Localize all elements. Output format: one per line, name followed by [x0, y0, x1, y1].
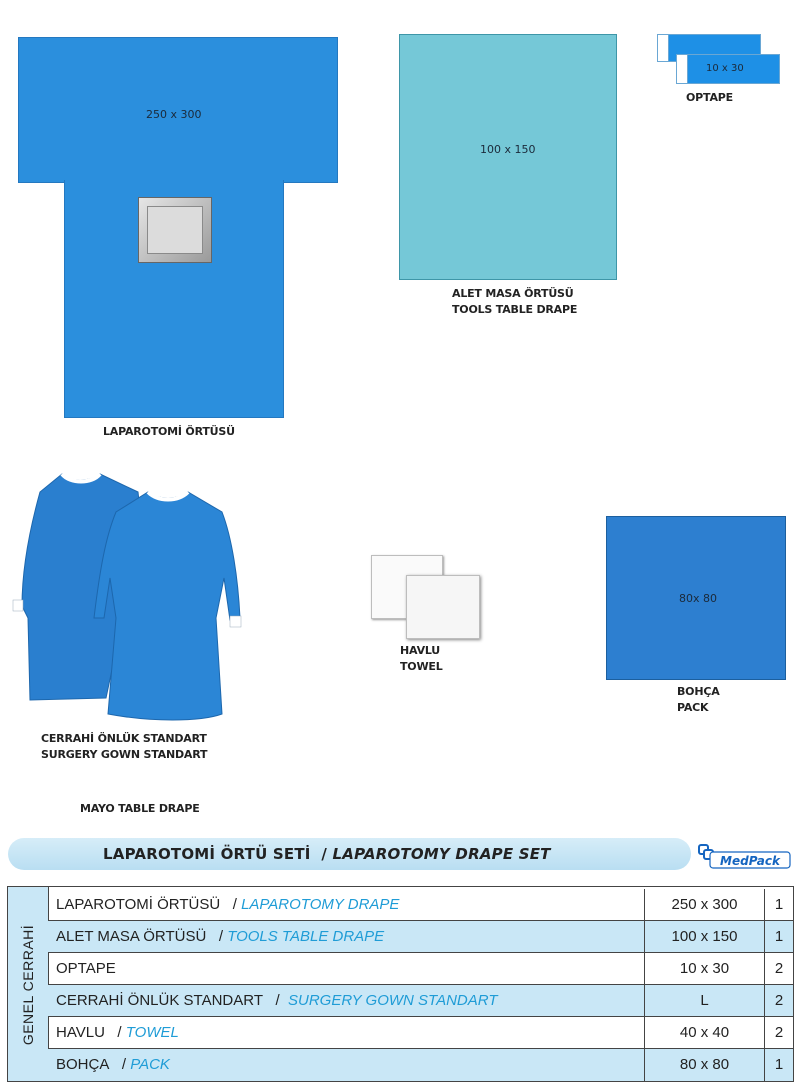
set-title-en: LAPAROTOMY DRAPE SET: [332, 845, 551, 863]
tools-dim-label: 100 x 150: [480, 143, 536, 156]
item-name-en: TOWEL: [125, 1024, 179, 1041]
item-name-tr: OPTAPE: [56, 960, 116, 977]
table-row: [48, 953, 793, 985]
set-title-sep: /: [321, 845, 328, 863]
set-title-bar: [8, 838, 691, 870]
table-row: [48, 1017, 793, 1049]
set-title-tr: LAPAROTOMİ ÖRTÜ SETİ: [103, 845, 311, 863]
mayo-label: MAYO TABLE DRAPE: [80, 802, 200, 815]
item-size: 250 x 300: [644, 889, 764, 920]
optape-dim-label: 10 x 30: [706, 63, 744, 74]
surgery-gown-illustration: [10, 468, 246, 724]
item-sep: /: [275, 992, 280, 1009]
table-row: [48, 1049, 793, 1081]
item-sep: /: [121, 1056, 127, 1073]
item-name-en: TOOLS TABLE DRAPE: [227, 928, 385, 945]
tools-table-drape-illustration: [399, 34, 617, 280]
gown-label-tr: CERRAHİ ÖNLÜK STANDART: [41, 732, 207, 745]
item-qty: 1: [764, 1049, 793, 1081]
gown-label-en: SURGERY GOWN STANDART: [41, 748, 208, 761]
towel-label-en: TOWEL: [400, 660, 443, 673]
category-column: [8, 887, 49, 1081]
table-row: [48, 921, 793, 953]
medpack-logo: [698, 843, 792, 869]
set-contents-table: [7, 886, 794, 1082]
table-row: [48, 985, 793, 1017]
item-size: 40 x 40: [644, 1017, 764, 1048]
item-size: 10 x 30: [644, 953, 764, 984]
tools-label-en: TOOLS TABLE DRAPE: [452, 303, 578, 316]
towel-label-tr: HAVLU: [400, 644, 441, 657]
laparotomy-dim-label: 250 x 300: [146, 108, 202, 121]
pack-label-tr: BOHÇA: [677, 685, 720, 698]
item-sep: /: [117, 1024, 122, 1041]
laparotomy-label: LAPAROTOMİ ÖRTÜSÜ: [103, 425, 235, 438]
item-qty: 1: [764, 921, 793, 952]
towel-illustration-front: [406, 575, 480, 639]
item-name-tr: HAVLU: [56, 1024, 105, 1041]
set-title: [103, 845, 551, 863]
item-name-en: SURGERY GOWN STANDART: [288, 992, 498, 1009]
item-name-en: PACK: [130, 1056, 170, 1073]
category-label: GENEL CERRAHİ: [20, 924, 36, 1046]
item-qty: 1: [764, 889, 793, 920]
item-sep: /: [232, 896, 237, 913]
drape-fenestration: [138, 197, 212, 263]
item-sep: /: [218, 928, 224, 945]
pack-dim-label: 80x 80: [679, 592, 718, 605]
item-size: 80 x 80: [644, 1049, 764, 1081]
svg-text:MedPack: MedPack: [720, 854, 780, 868]
item-name-en: LAPAROTOMY DRAPE: [241, 896, 400, 913]
item-size: 100 x 150: [644, 921, 764, 952]
optape-label: OPTAPE: [686, 91, 733, 104]
item-size: L: [644, 985, 764, 1016]
pack-label-en: PACK: [677, 701, 709, 714]
item-name-tr: ALET MASA ÖRTÜSÜ: [56, 928, 207, 945]
item-qty: 2: [764, 985, 793, 1016]
item-name-tr: CERRAHİ ÖNLÜK STANDART: [56, 992, 263, 1009]
item-name-tr: LAPAROTOMİ ÖRTÜSÜ: [56, 896, 221, 913]
table-row: [48, 889, 793, 921]
item-qty: 2: [764, 953, 793, 984]
item-qty: 2: [764, 1017, 793, 1048]
tools-label-tr: ALET MASA ÖRTÜSÜ: [452, 287, 574, 300]
item-name-tr: BOHÇA: [56, 1056, 110, 1073]
